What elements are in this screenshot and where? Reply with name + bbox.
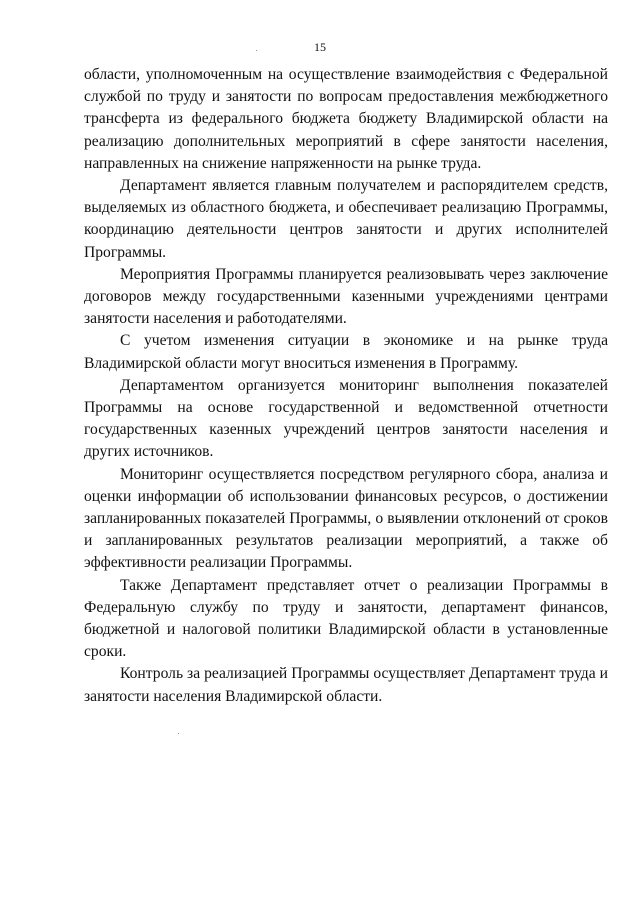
scan-speck <box>256 50 257 51</box>
paragraph-monitoring-organization: Департаментом организуется мониторинг выполнения показателей Программы на основе государственной и ведомственной отчетности государственных казенных учреждений центров занятости населения и других источников. <box>84 376 608 461</box>
paragraph-continuation: области, уполномоченным на осуществление взаимодействия с Федеральной службой по труду и занятости по вопросам предоставления межбюджетного трансферта из федерального бюджета бюджету Владимирской области на реализацию дополнительных мероприятий в сфере занятости населения, направленных на снижение напряженности на рынке труда. <box>84 66 608 172</box>
paragraph-program-changes: С учетом изменения ситуации в экономике и на рынке труда Владимирской области могут вноситься изменения в Программу. <box>84 332 608 372</box>
document-body <box>84 64 608 708</box>
paragraph-department-role: Департамент является главным получателем и распорядителем средств, выделяемых из областного бюджета, и обеспечивает реализацию Программы, координацию деятельности центров занятости и других исполнителей Программы. <box>84 177 608 261</box>
paragraph-control: Контроль за реализацией Программы осуществляет Департамент труда и занятости населения Владимирской области. <box>84 665 608 705</box>
paragraph-monitoring-method: Мониторинг осуществляется посредством регулярного сбора, анализа и оценки информации об использовании финансовых ресурсов, о достижении запланированных показателей Программы, о выявлении отклонений от сроков и запланированных результатов реализации мероприятий, а также об эффективности реализации Программы. <box>84 465 608 572</box>
paragraph-reporting: Также Департамент представляет отчет о реализации Программы в Федеральную службу по труду и занятости, департамент финансов, бюджетной и налоговой политики Владимирской области в установленные сроки. <box>84 576 608 661</box>
paragraph-program-measures: Мероприятия Программы планируется реализовывать через заключение договоров между государственными казенными учреждениями центрами занятости населения и работодателями. <box>84 265 608 328</box>
page-number: 15 <box>314 40 326 54</box>
scan-speck <box>178 733 179 734</box>
